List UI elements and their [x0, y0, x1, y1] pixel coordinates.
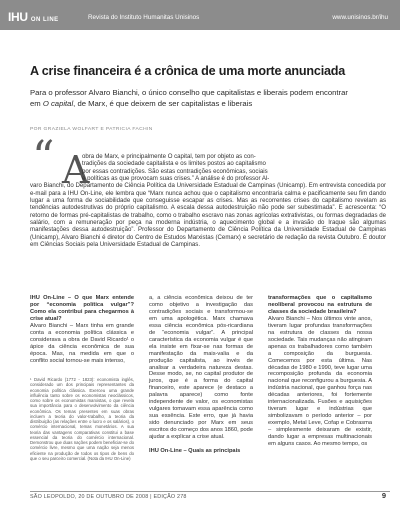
logo-text: IHU: [8, 10, 28, 24]
logo-suffix: ON LINE: [30, 17, 59, 23]
page-number: 9: [381, 491, 386, 500]
intro-line: por essas contradições. São estas contradições econômicas, sociais: [82, 167, 268, 175]
footnote: ¹ David Ricardo (1772 - 1823): economista inglês, considerado um dos principais representantes da economia política clássica. Exerceu uma grande influência tanto sobre os economistas neoclássicos, como sobre os economistas marxistas, o que revela sua importância para o desenvolvimento da ciência econômica. Os temas presentes em suas obras incluem a teoria do valor-trabalho, a teoria da distribuição (as relações entre o lucro e os salários), o comércio internacional, temas monetários. A sua teoria das vantagens comparativas constitui a base essencial da teoria do comércio internacional. Demonstrou que duas nações podem beneficiar-se do comércio livre, mesmo que uma nação seja menos eficiente na produção de todos os tipos de bens do que o seu parceiro comercial. (Nota da IHU On-Line): [30, 377, 134, 461]
text-column-1: [30, 295, 134, 365]
interview-answer: Alvaro Bianchi – Nos últimos vinte anos, tiveram lugar profundas transformações na estrutura de classes da nossa sociedade. Tais mudanças não atingiram apenas os trabalhadores como também a composição da burguesia. Comecemos por esta última. Nas décadas de 1980 e 1990, teve lugar uma recomposição profunda da economia nacional que reconfigurou a burguesia. A indústria nacional, que ganhou força nas décadas anteriores, foi fortemente internacionalizada. Fusões e aquisições tiveram lugar e indústrias que simbolizavam o período anterior – por exemplo, Metal Leve, Cofap e Cobrasma – simplesmente deixaram de existir, dando lugar a empresas multinacionais em alguns casos. Ao mesmo tempo, os: [268, 315, 372, 448]
text-column-2: [149, 295, 253, 455]
interview-question: IHU On-Line – O que Marx entende por “economia política vulgar”? Como ela contribui para chegarmos à crise atual?: [30, 295, 134, 322]
article-intro: [30, 148, 386, 249]
site-url[interactable]: www.unisinos.br/ihu: [332, 14, 388, 21]
interview-answer: a, a ciência econômica deixou de ter como objetivo a investigação das contradições sociais e transformou-se em uma apologética. Marx chamava essa ciência econômica pós-ricardiana de “economia vulgar”. A principal característica da economia vulgar é que ela insiste em fixar-se nas formas de manifestação da mais-valia e da produção capitalista, ao invés de analisar a verdadeira natureza destas. Desse modo, se, no capital produtor de juros, que é a forma do capital financeiro, este aparece (e destaco a palavra aparece) como fonte independente de valor, os economistas vulgares tomavam essa aparência como sua essência. Este erro, que já havia sido denunciado por Marx em seus escritos do começo dos anos 1860, pode ajudar a explicar a crise atual.: [149, 295, 253, 441]
page-header: [0, 0, 400, 30]
interview-question: transformações que o capitalismo neoliberal provocou na estrutura de classes da sociedade brasileira?: [268, 295, 372, 315]
quote-mark: “: [32, 132, 55, 183]
article-lead: [30, 87, 350, 109]
intro-line: obra de Marx, e principalmente O capital, tem por objeto as con-: [82, 153, 256, 160]
text-column-3: [268, 295, 372, 448]
intro-body: varo Bianchi, do Departamento de Ciência Política da Universidade Estadual de Campinas (Unicamp). Em entrevista concedida por e-mail para a IHU On-Line, ele lembra que “Marx nunca achou que o capitalismo encontraria calma e pacificamente seu fim dando lugar a uma forma de sociabilidade que conseguisse escapar as crises. Mas as recorrentes crises do capitalismo revelam as tendências autodestrutivas do próprio capitalismo. A escala dessa autodestruição não pode ser subestimada”. E acrescenta: “O retorno de formas pré-capitalistas de trabalho, como o trabalho escravo nas zonas agrícolas extrativistas, ou formas degradadas de salário, com a remuneração por peça na moderna indústria, o aquecimento global e a invasão do Iraque são algumas manifestações dessa autodestruição”. Professor do Departamento de Ciência Política da Universidade Estadual de Campinas (Unicamp), Alvaro Bianchi é diretor do Centro de Estudos Marxistas (Cemarx) e secretário de redação da revista Outubro. É doutor em Ciências Sociais pela Universidade Estadual de Campinas.: [30, 182, 386, 249]
intro-line: tradições da sociedade capitalista e os limites postos ao capitalismo: [82, 160, 266, 168]
dropcap-letter: A: [62, 148, 90, 192]
magazine-name: Revista do Instituto Humanitas Unisinos: [88, 14, 200, 21]
article-headline: A crise financeira é a crônica de uma morte anunciada: [30, 64, 346, 78]
interview-question: IHU On-Line – Quais as principais: [149, 448, 241, 455]
interview-answer: Alvaro Bianchi – Marx tinha em grande conta a economia política clássica e considerava a obra de David Ricardo¹ o ápice da ciência econômica de sua época. Mas, na medida em que o conflito social tornou-se mais intenso,: [30, 322, 134, 364]
lead-text-before: Para o professor Alvaro Bianchi, o único conselho que capitalistas e liberais podem encontrar em: [30, 88, 348, 108]
article-byline: POR GRAZIELA WOLFART E PATRICIA FACHIN: [30, 127, 153, 132]
intro-line: e políticas as que provocam suas crises.” A análise é do professor Al-: [82, 175, 270, 183]
page-footer: SÃO LEOPOLDO, 20 DE OUTUBRO DE 2008 | EDIÇÃO 278: [30, 491, 390, 500]
ihu-logo: [8, 10, 59, 24]
lead-book-title: O capital: [42, 99, 74, 108]
lead-text-after: , de Marx, é que deixem de ser capitalistas e liberais: [73, 99, 253, 108]
